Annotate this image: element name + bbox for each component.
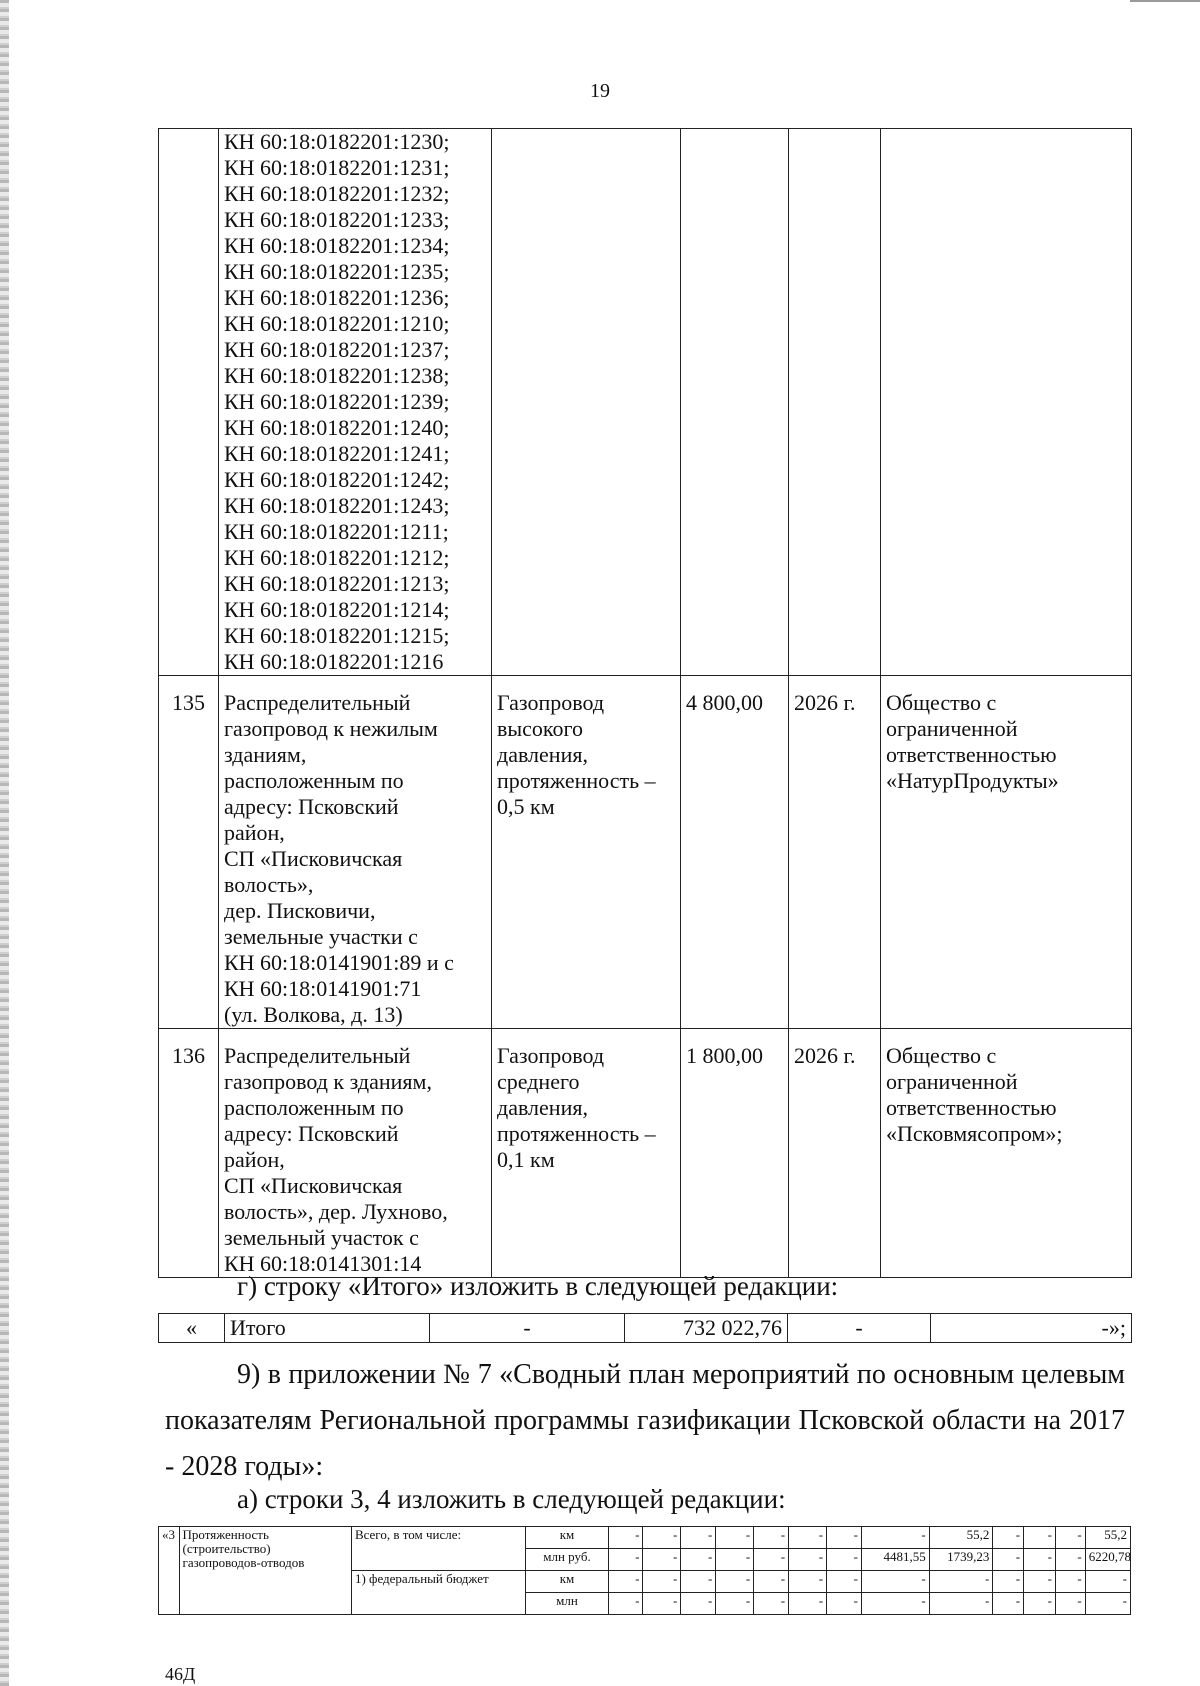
cadastral-number: КН 60:18:0182201:1216: [224, 649, 444, 674]
object-name-line: волость»,: [224, 872, 314, 897]
value-cell: -: [754, 1527, 789, 1549]
value-cell: -: [754, 1549, 789, 1571]
value-cell: -: [862, 1527, 930, 1549]
value-cell: 4481,55: [862, 1549, 930, 1571]
measures-table-body: [159, 129, 1132, 1278]
footer-code: 46Д: [165, 1664, 196, 1684]
cadastral-number: КН 60:18:0182201:1240;: [224, 415, 450, 440]
cadastral-number: КН 60:18:0182201:1213;: [224, 571, 450, 596]
table-row: [159, 1029, 1132, 1278]
object-description-cell: [492, 676, 681, 1029]
paragraph-9: 9) в приложении № 7 «Сводный план мероприятий по основным целевым показателям Региональной программы газификации Псковской области на 2017 - 2028 годы»:: [165, 1359, 1125, 1482]
row-number: 136: [159, 1029, 219, 1278]
value-cell: -: [1085, 1571, 1130, 1593]
value-cell: -: [608, 1527, 643, 1549]
organization-line: ответственностью: [886, 1095, 1057, 1120]
amount: 4 800,00: [681, 676, 789, 1029]
value-cell: -: [643, 1571, 681, 1593]
value-cell: -: [716, 1571, 754, 1593]
value-cell: -: [754, 1593, 789, 1615]
value-cell: -: [789, 1593, 827, 1615]
description-line: высокого: [497, 716, 583, 741]
description-cell: [492, 129, 681, 676]
top-rule: [1130, 0, 1200, 2]
indicator-name-line: газопроводов-отводов: [182, 1555, 305, 1570]
itogo-end: -»;: [931, 1314, 1132, 1343]
itogo-row: [159, 1314, 1132, 1343]
scan-edge: [0, 0, 9, 1686]
cadastral-number: КН 60:18:0182201:1239;: [224, 389, 450, 414]
object-name-line: Распределительный: [224, 690, 411, 715]
cadastral-number: КН 60:18:0182201:1214;: [224, 597, 450, 622]
funding-source: 1) федеральный бюджет: [351, 1571, 525, 1615]
unit: млн: [526, 1593, 608, 1615]
value-cell: -: [608, 1571, 643, 1593]
year: 2026 г.: [789, 676, 881, 1029]
cadastral-number: КН 60:18:0182201:1215;: [224, 623, 450, 648]
cadastral-number: КН 60:18:0182201:1230;: [224, 129, 450, 154]
cadastral-number: КН 60:18:0182201:1234;: [224, 233, 450, 258]
cadastral-number: КН 60:18:0182201:1236;: [224, 285, 450, 310]
value-cell: -: [681, 1527, 716, 1549]
value-cell: -: [608, 1549, 643, 1571]
object-name-line: КН 60:18:0141301:14: [224, 1251, 422, 1276]
itogo-dash-2: -: [788, 1314, 931, 1343]
value-cell: -: [789, 1571, 827, 1593]
itogo-table: [158, 1313, 1132, 1343]
value-cell: -: [681, 1593, 716, 1615]
cadastral-number: КН 60:18:0182201:1241;: [224, 441, 450, 466]
continuation-row: [159, 129, 1132, 676]
value-cell: -: [1085, 1593, 1130, 1615]
description-line: давления,: [497, 1095, 588, 1120]
value-cell: -: [862, 1593, 930, 1615]
cadastral-number: КН 60:18:0182201:1210;: [224, 311, 450, 336]
value-cell: -: [993, 1549, 1024, 1571]
object-name-line: газопровод к нежилым: [224, 716, 438, 741]
description-line: Газопровод: [497, 1043, 605, 1068]
value-cell: -: [643, 1549, 681, 1571]
object-name-line: расположенным по: [224, 768, 404, 793]
organization-line: «НатурПродукты»: [886, 768, 1059, 793]
value-cell: -: [827, 1527, 862, 1549]
value-cell: -: [1055, 1593, 1085, 1615]
indicator-number: «3: [159, 1527, 180, 1615]
description-line: протяженность –: [497, 1121, 656, 1146]
value-cell: -: [789, 1549, 827, 1571]
object-name-line: КН 60:18:0141901:89 и с: [224, 950, 454, 975]
cadastral-cell: [219, 129, 492, 676]
itogo-quote: «: [159, 1314, 225, 1343]
object-name-line: район,: [224, 820, 285, 845]
object-name-line: зданиям,: [224, 742, 307, 767]
cadastral-number: КН 60:18:0182201:1211;: [224, 519, 449, 544]
object-name-line: адресу: Псковский: [224, 1121, 399, 1146]
unit: млн руб.: [526, 1549, 608, 1571]
year-cell: [789, 129, 881, 676]
organization-line: ограниченной: [886, 716, 1018, 741]
value-cell: -: [1055, 1527, 1085, 1549]
itogo-label: Итого: [225, 1314, 430, 1343]
page-number: 19: [590, 80, 610, 102]
value-cell: -: [608, 1593, 643, 1615]
object-name-cell: [219, 1029, 492, 1278]
organization-line: ограниченной: [886, 1069, 1018, 1094]
value-cell: -: [827, 1571, 862, 1593]
paragraph-a: а) строки 3, 4 изложить в следующей редакции:: [237, 1484, 786, 1514]
indicator-name-cell: [179, 1527, 351, 1615]
value-cell: -: [1024, 1549, 1056, 1571]
cadastral-number: КН 60:18:0182201:1238;: [224, 363, 450, 388]
object-name-line: волость», дер. Лухново,: [224, 1199, 448, 1224]
value-cell: -: [681, 1549, 716, 1571]
organization-line: Общество с: [886, 1043, 997, 1068]
indicators-table: [158, 1526, 1131, 1615]
description-line: протяженность –: [497, 768, 656, 793]
measures-table: [158, 128, 1132, 1278]
cadastral-number: КН 60:18:0182201:1243;: [224, 493, 450, 518]
object-name-line: адресу: Псковский: [224, 794, 399, 819]
itogo-amount: 732 022,76: [625, 1314, 788, 1343]
indicator-name-line: Протяженность: [182, 1527, 269, 1542]
object-name-line: земельный участок с: [224, 1225, 419, 1250]
value-cell: -: [862, 1571, 930, 1593]
value-cell: 1739,23: [929, 1549, 993, 1571]
cadastral-number: КН 60:18:0182201:1233;: [224, 207, 450, 232]
amount: 1 800,00: [681, 1029, 789, 1278]
itogo-dash-1: -: [430, 1314, 625, 1343]
cadastral-number: КН 60:18:0182201:1235;: [224, 259, 450, 284]
indicator-row: [159, 1527, 1131, 1549]
object-name-line: СП «Писковичская: [224, 1173, 403, 1198]
value-cell: -: [754, 1571, 789, 1593]
unit: км: [526, 1527, 608, 1549]
value-cell: 55,2: [929, 1527, 993, 1549]
value-cell: -: [1024, 1593, 1056, 1615]
object-description-cell: [492, 1029, 681, 1278]
object-name-line: СП «Писковичская: [224, 846, 403, 871]
value-cell: -: [1055, 1549, 1085, 1571]
value-cell: -: [1055, 1571, 1085, 1593]
cadastral-number: КН 60:18:0182201:1231;: [224, 155, 450, 180]
cadastral-number: КН 60:18:0182201:1237;: [224, 337, 450, 362]
row-number-cell: [159, 129, 219, 676]
value-cell: -: [827, 1593, 862, 1615]
organization-cell: [881, 676, 1132, 1029]
cadastral-number: КН 60:18:0182201:1242;: [224, 467, 450, 492]
organization-line: Общество с: [886, 690, 997, 715]
object-name-cell: [219, 676, 492, 1029]
organization-cell: [881, 129, 1132, 676]
year: 2026 г.: [789, 1029, 881, 1278]
paragraph-g: г) строку «Итого» изложить в следующей редакции:: [237, 1271, 839, 1301]
description-line: 0,1 км: [497, 1147, 555, 1172]
value-cell: -: [789, 1527, 827, 1549]
value-cell: -: [716, 1527, 754, 1549]
value-cell: -: [1024, 1527, 1056, 1549]
value-cell: -: [643, 1527, 681, 1549]
description-line: среднего: [497, 1069, 580, 1094]
value-cell: -: [929, 1571, 993, 1593]
funding-source: Всего, в том числе:: [351, 1527, 525, 1571]
value-cell: -: [681, 1571, 716, 1593]
value-cell: -: [1024, 1571, 1056, 1593]
value-cell: -: [993, 1571, 1024, 1593]
object-name-line: земельные участки с: [224, 924, 418, 949]
value-cell: 6220,78: [1085, 1549, 1130, 1571]
unit: км: [526, 1571, 608, 1593]
value-cell: -: [827, 1549, 862, 1571]
description-line: 0,5 км: [497, 794, 555, 819]
value-cell: -: [716, 1593, 754, 1615]
description-line: Газопровод: [497, 690, 605, 715]
object-name-line: (ул. Волкова, д. 13): [224, 1002, 403, 1027]
value-cell: -: [993, 1527, 1024, 1549]
organization-cell: [881, 1029, 1132, 1278]
object-name-line: район,: [224, 1147, 285, 1172]
value-cell: -: [716, 1549, 754, 1571]
indicators-table-body: [159, 1527, 1131, 1615]
value-cell: 55,2: [1085, 1527, 1130, 1549]
object-name-line: газопровод к зданиям,: [224, 1069, 432, 1094]
value-cell: -: [643, 1593, 681, 1615]
cadastral-number: КН 60:18:0182201:1212;: [224, 545, 450, 570]
value-cell: -: [929, 1593, 993, 1615]
cadastral-number: КН 60:18:0182201:1232;: [224, 181, 450, 206]
object-name-line: дер. Писковичи,: [224, 898, 376, 923]
organization-line: «Псковмясопром»;: [886, 1121, 1063, 1146]
object-name-line: КН 60:18:0141901:71: [224, 976, 422, 1001]
organization-line: ответственностью: [886, 742, 1057, 767]
description-line: давления,: [497, 742, 588, 767]
amount-cell: [681, 129, 789, 676]
table-row: [159, 676, 1132, 1029]
row-number: 135: [159, 676, 219, 1029]
indicator-name-line: (строительство): [182, 1541, 271, 1556]
value-cell: -: [993, 1593, 1024, 1615]
object-name-line: расположенным по: [224, 1095, 404, 1120]
object-name-line: Распределительный: [224, 1043, 411, 1068]
